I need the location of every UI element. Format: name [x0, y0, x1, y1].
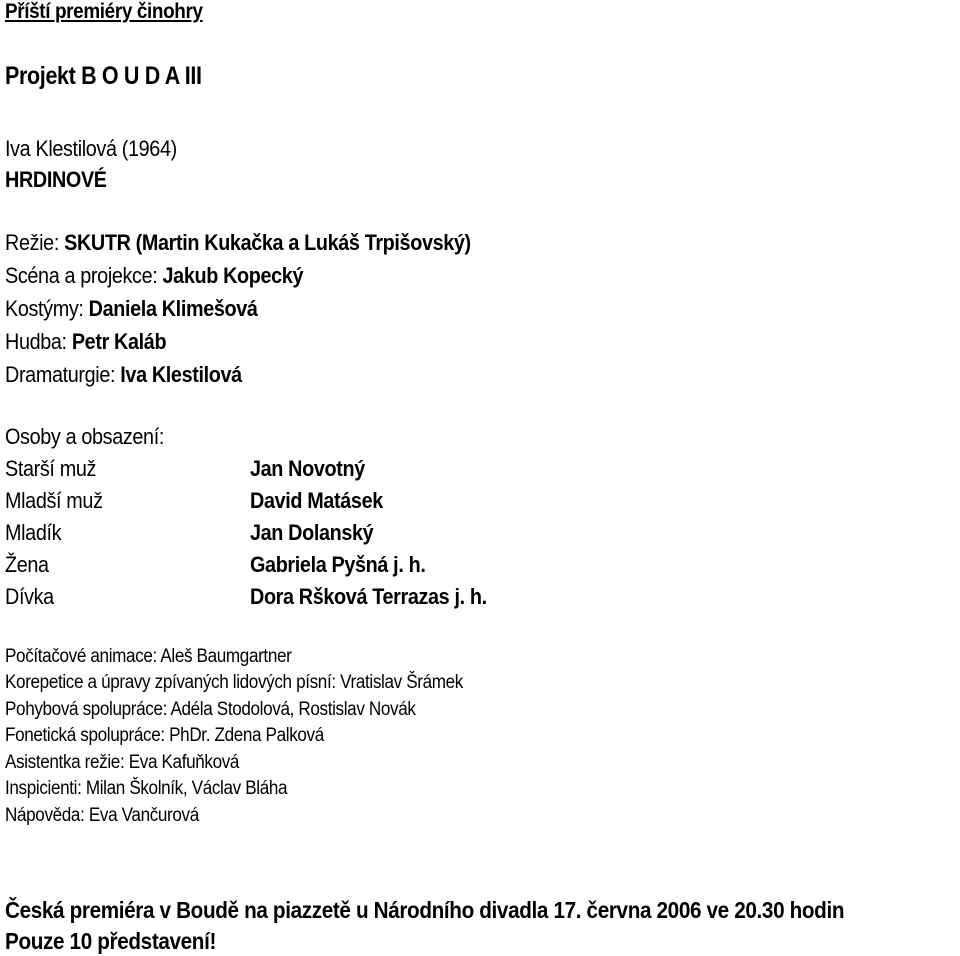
- credit-scenography: [5, 263, 303, 289]
- credit-dramaturgy: [5, 362, 242, 388]
- credit-music: [5, 329, 166, 355]
- credit-line: Fonetická spolupráce: PhDr. Zdena Palková: [5, 725, 324, 746]
- cast-role: Starší muž: [5, 456, 97, 481]
- credit-line: Počítačové animace: Aleš Baumgartner: [5, 646, 292, 667]
- credit-label: Hudba:: [5, 329, 72, 354]
- section-header: Příští premiéry činohry: [5, 0, 203, 23]
- credit-value: Petr Kaláb: [71, 329, 167, 354]
- credit-label: Dramaturgie:: [5, 362, 121, 387]
- cast-role: Mladík: [5, 520, 62, 545]
- cast-actor: Jan Dolanský: [250, 520, 374, 545]
- project-title: Projekt B O U D A III: [5, 62, 202, 90]
- cast-role: Dívka: [5, 584, 54, 609]
- cast-role: Mladší muž: [5, 488, 103, 513]
- credit-line: Asistentka režie: Eva Kafuňková: [5, 752, 240, 773]
- cast-actor: David Matásek: [250, 488, 383, 513]
- credit-line: Korepetice a úpravy zpívaných lidových písní: Vratislav Šrámek: [5, 672, 463, 693]
- credit-label: Režie:: [5, 230, 65, 255]
- cast-actor: Gabriela Pyšná j. h.: [250, 552, 426, 577]
- play-title: HRDINOVÉ: [5, 167, 107, 192]
- credit-costumes: [5, 296, 258, 322]
- credit-line: Nápověda: Eva Vančurová: [5, 805, 199, 826]
- author-line: Iva Klestilová (1964): [5, 136, 177, 161]
- performance-note: Pouze 10 představení!: [5, 928, 217, 954]
- credit-line: Inspicienti: Milan Školník, Václav Bláha: [5, 778, 288, 799]
- credit-value: Jakub Kopecký: [162, 263, 304, 288]
- credit-line: Pohybová spolupráce: Adéla Stodolová, Rostislav Novák: [5, 699, 416, 720]
- premiere-line: Česká premiéra v Boudě na piazzetě u Národního divadla 17. června 2006 ve 20.30 hodin: [5, 897, 845, 923]
- cast-actor: Jan Novotný: [250, 456, 365, 481]
- credit-label: Scéna a projekce:: [5, 263, 163, 288]
- credit-directing: [5, 230, 471, 256]
- credit-label: Kostýmy:: [5, 296, 89, 321]
- credit-value: Daniela Klimešová: [88, 296, 258, 321]
- credit-value: SKUTR (Martin Kukačka a Lukáš Trpišovský): [64, 230, 471, 255]
- cast-actor: Dora Ršková Terrazas j. h.: [250, 584, 487, 609]
- credit-value: Iva Klestilová: [120, 362, 242, 387]
- cast-role: Žena: [5, 552, 49, 577]
- cast-heading: Osoby a obsazení:: [5, 424, 164, 449]
